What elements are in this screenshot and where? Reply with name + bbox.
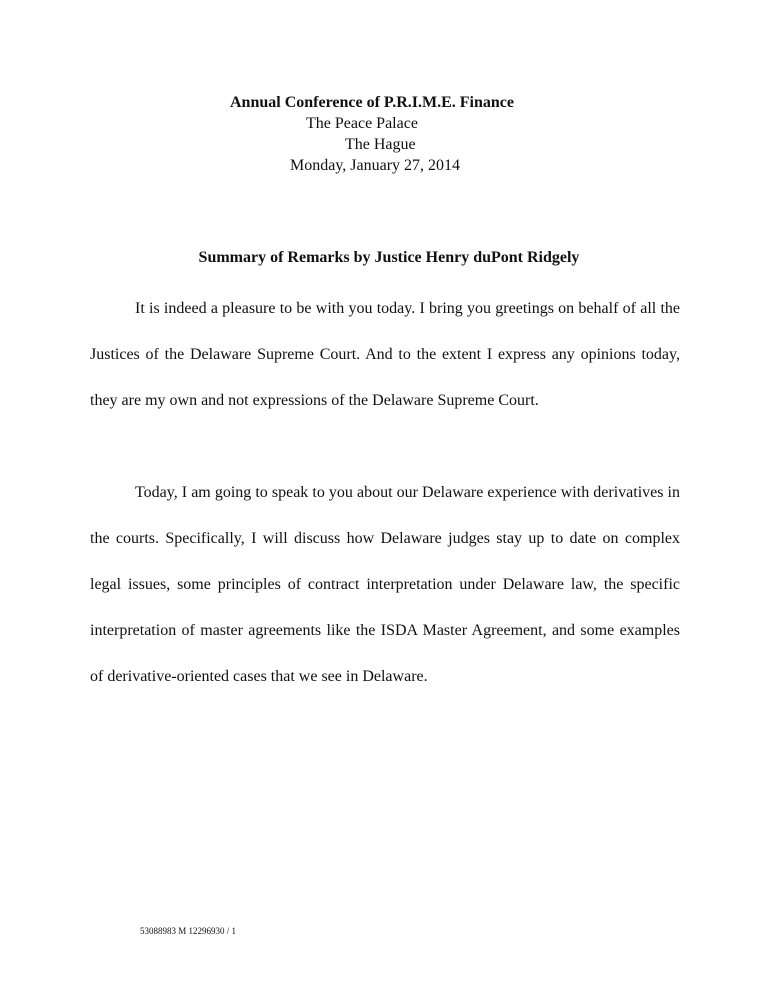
paragraph-2: Today, I am going to speak to you about our Delaware experience with derivatives in the courts. Specifically, I will discuss how Delaware judges stay up to date on complex legal issues, some principles of contract interpretation under Delaware law, the specific interpretation of master agreements like the ISDA Master Agreement, and some examples of derivative-oriented cases that we see in Delaware.	[90, 484, 680, 685]
conference-venue: The Peace Palace	[306, 115, 418, 132]
conference-date: Monday, January 27, 2014	[290, 157, 461, 174]
conference-header	[0, 92, 768, 176]
remarks-body	[90, 286, 680, 700]
summary-title: Summary of Remarks by Justice Henry duPont Ridgely	[198, 249, 580, 266]
conference-city: The Hague	[345, 136, 416, 153]
paragraph-1: It is indeed a pleasure to be with you today. I bring you greetings on behalf of all the Justices of the Delaware Supreme Court. And to the extent I express any opinions today, they are my own and not expressions of the Delaware Supreme Court.	[90, 300, 680, 409]
document-id-footer: 53088983 M 12296930 / 1	[140, 926, 237, 936]
conference-title: Annual Conference of P.R.I.M.E. Finance	[230, 94, 514, 111]
